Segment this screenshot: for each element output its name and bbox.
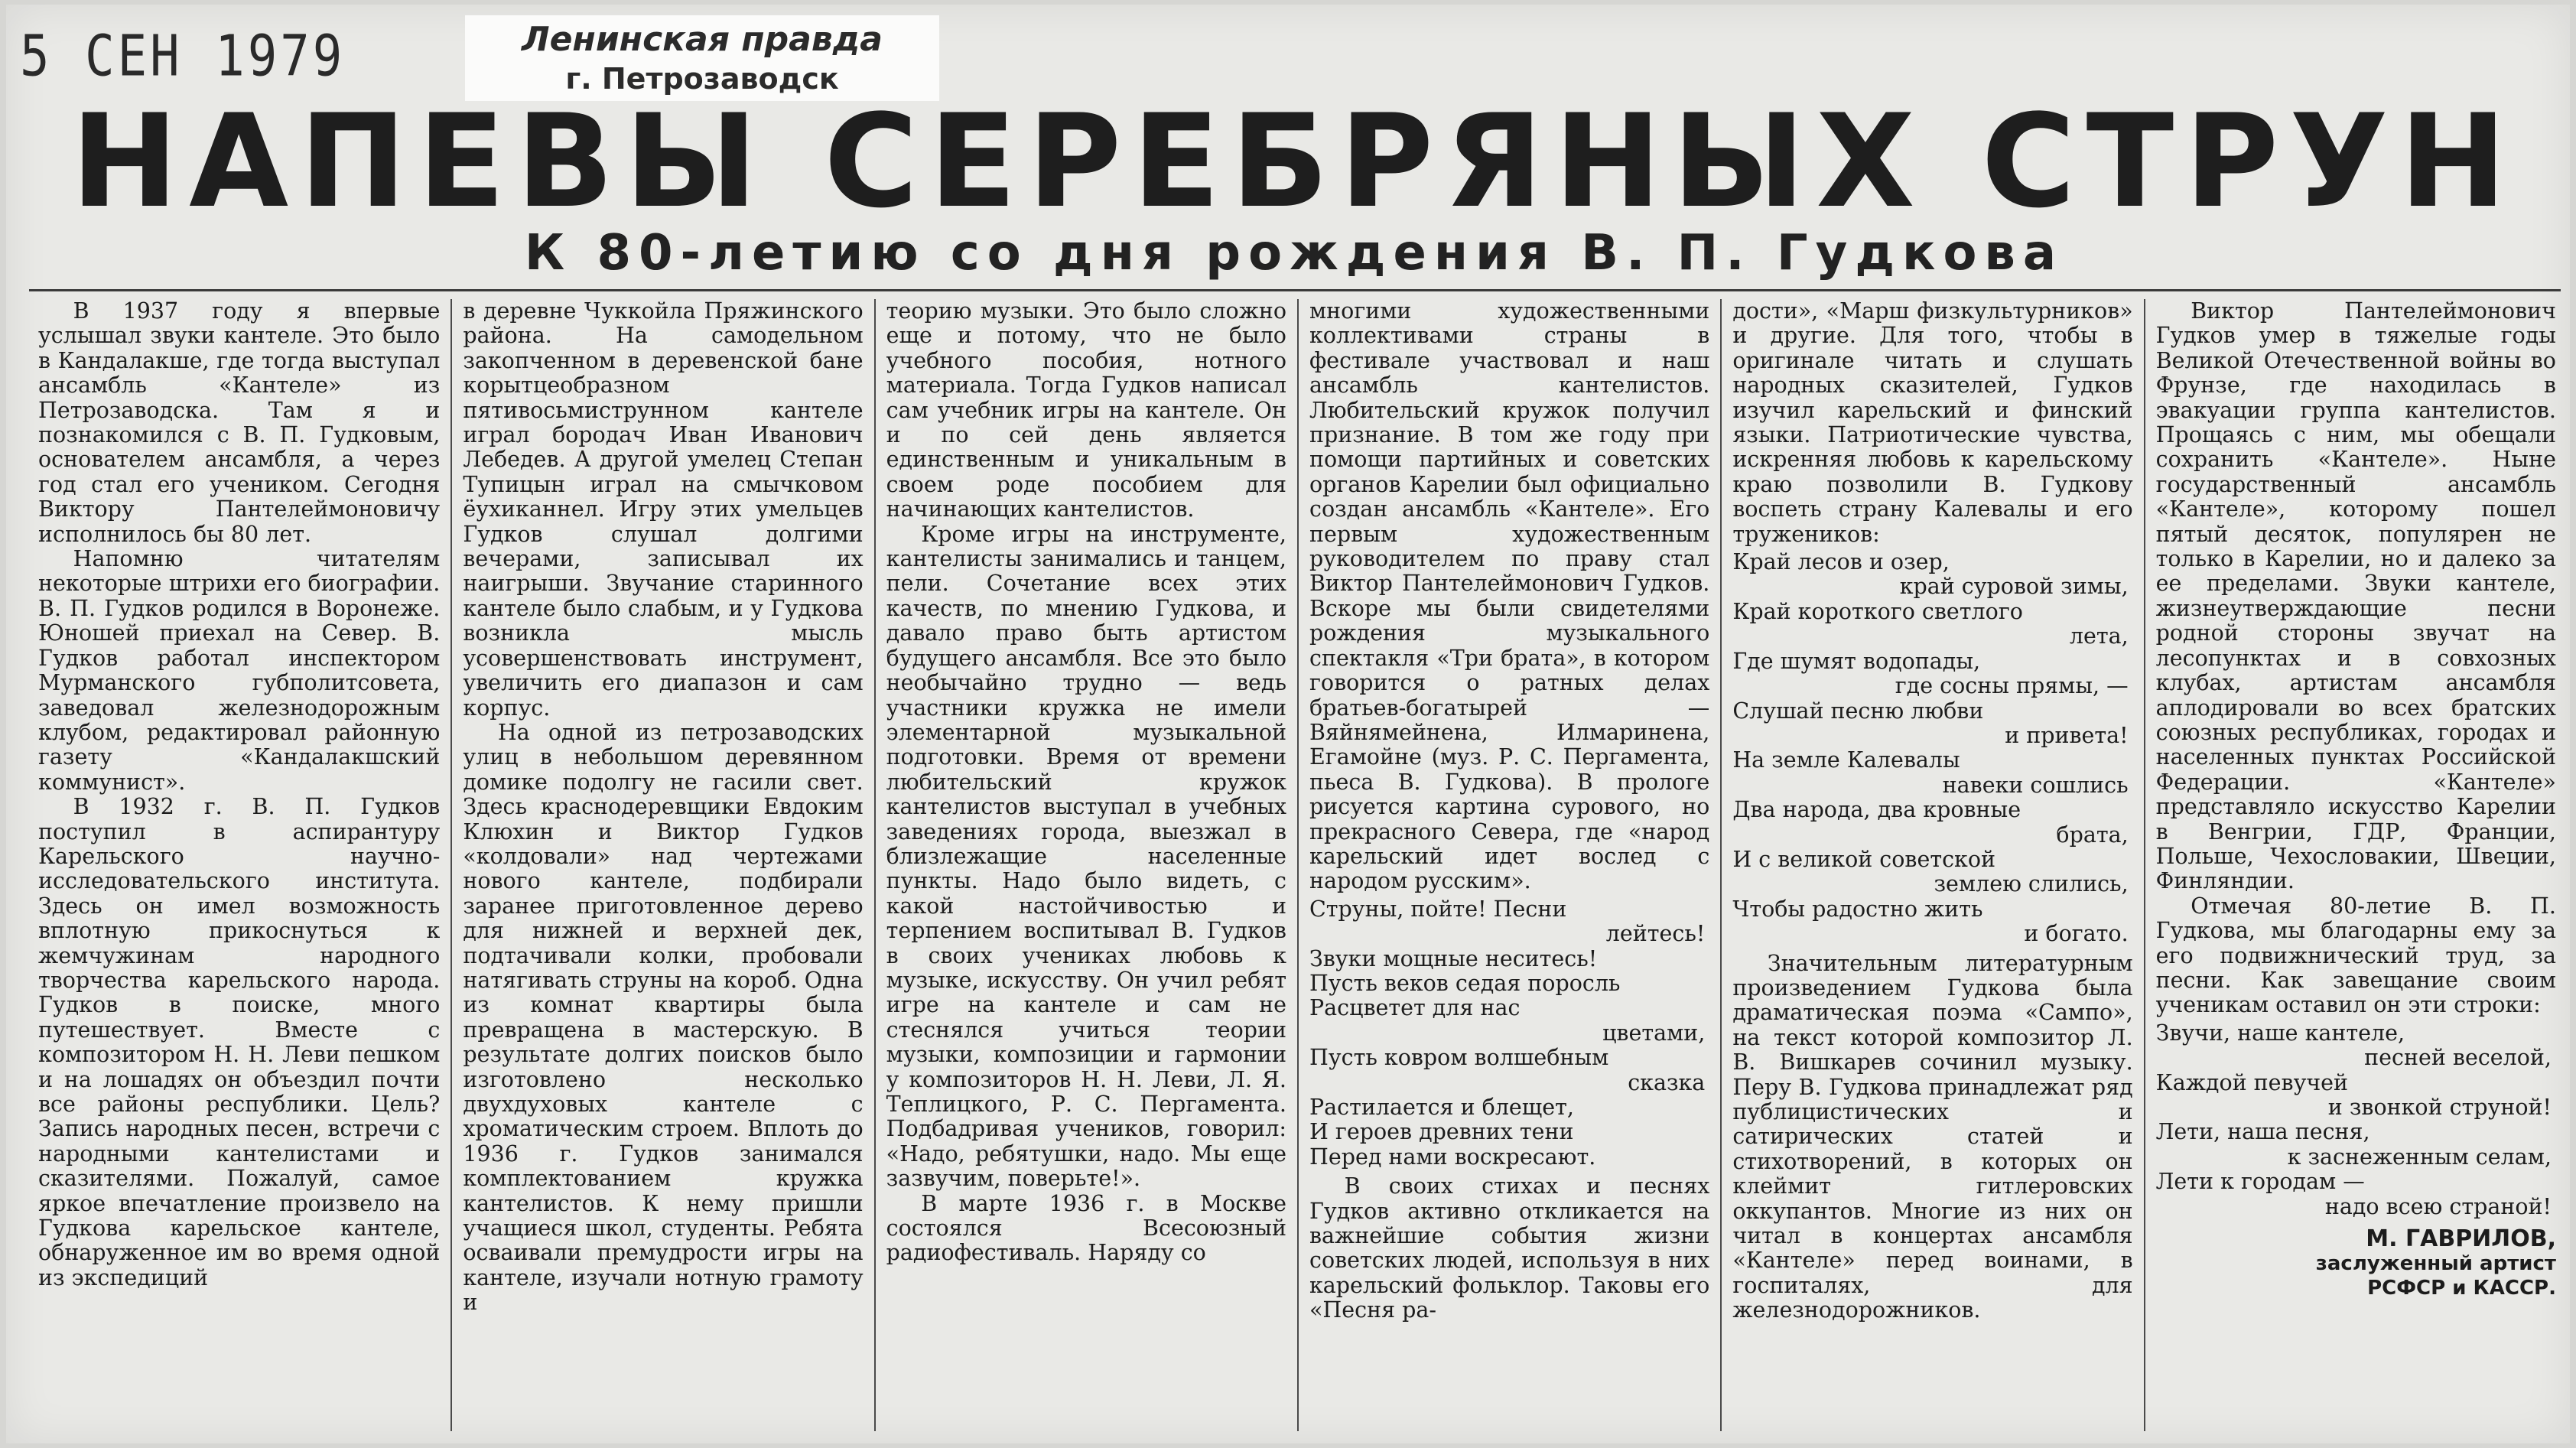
paragraph: В 1932 г. В. П. Гудков поступил в аспирантуру Карельского научно-исследовательского института. Здесь он имел возможность вплотную прикоснуться к жемчужинам народного творчества карельского народа. Гудков в поиске, много путешествует. Вместе с композитором Н. Н. Леви пешком и на лошадях он объездил почти все районы республики. Цель? Запись народных песен, встречи с народными кантелистами и сказителями. Пожалуй, самое яркое впечатление произвело на Гудкова карельское кантеле, обнаруженное им во время одной из экспедиций: [38, 794, 441, 1290]
newspaper-name: Ленинская правда: [522, 20, 883, 59]
poem-line: Расцветет для нас: [1309, 995, 1521, 1021]
paragraph: Виктор Пантелеймонович Гудков умер в тяжелые годы Великой Отечественной войны во Фрунзе, где находилась в эвакуации группа кантелистов. Прощаясь с ним, мы обещали сохранить «Кантеле». Ныне государственный ансамбль «Кантеле», которому пошел пятый десяток, популярен не только в Карелии, но и далеко за ее пределами. Звуки кантеле, жизнеутверждающие песни родной стороны звучат на лесопунктах и в совхозных клубах, артистам ансамбля аплодировали во всех братских союзных республиках, городах и населенных пунктах Российской Федерации. «Кантеле» представляло искусство Карелии в Венгрии, ГДР, Франции, Польше, Чехословакии, Швеции, Финляндии.: [2155, 299, 2556, 894]
paragraph: дости», «Марш физкультурников» и другие. Для того, чтобы в оригинале читать и слушать народных сказителей, Гудков изучил карельский и финский языки. Патриотические чувства, искренняя любовь к карельскому краю позволили В. Гудкову воспеть страну Калевалы и его тружеников:: [1732, 299, 2133, 547]
poem-line: Пусть ковром волшебным: [1309, 1045, 1609, 1071]
poem-line: Слушай песню любви: [1732, 698, 1984, 724]
poem-line-end: надо всею страной!: [2324, 1193, 2552, 1219]
poem-line-end: сказка: [1628, 1069, 1706, 1095]
author-name: М. ГАВРИЛОВ,: [2366, 1225, 2556, 1253]
paragraph: В своих стихах и песнях Гудков активно откликается на важнейшие события жизни советских людей, используя в них карельский фольклор. Таковы его «Песня ра-: [1309, 1173, 1710, 1323]
paragraph: многими художественными коллективами страны в фестивале участвовал и наш ансамбль кантелистов. Любительский кружок получил признание. В том же году при помощи партийных и советских органов Карелии был официально создан ансамбль «Кантеле». Его первым художественным руководителем по праву стал Виктор Пантелеймонович Гудков. Вскоре мы были свидетелями рождения музыкального спектакля «Три брата», в котором говорится о ратных делах братьев-богатырей — Вяйнямейнена, Илмаринена, Егамойне (муз. Р. С. Пергамента, пьеса В. Гудкова). В прологе рисуется картина сурового, но прекрасного Севера, где «народ карельский идет вослед с народом русским».: [1309, 299, 1710, 894]
paragraph: В марте 1936 г. в Москве состоялся Всесоюзный радиофестиваль. Наряду со: [886, 1190, 1286, 1266]
paragraph: теорию музыки. Это было сложно еще и потому, что не было учебного пособия, нотного материала. Тогда Гудков написал сам учебник игры на кантеле. Он и по сей день является единственным и уникальным в своем роде пособием для начинающих кантелистов.: [886, 299, 1286, 522]
poem-line-end: и звонкой струной!: [2327, 1095, 2552, 1120]
header-divider: [29, 289, 2561, 291]
poem-line: Звуки мощные неситесь!: [1309, 945, 1598, 971]
article-subheadline: К 80-летию со дня рождения В. П. Гудкова: [524, 225, 2064, 281]
newspaper-city: г. Петрозаводск: [565, 62, 839, 96]
poem-line: Струны, пойте! Песни: [1309, 896, 1567, 922]
paragraph: в деревне Чуккойла Пряжинского района. На самодельном закопченном в деревенской бане корытцеобразном пятивосьмиструнном кантеле играл бородач Иван Иванович Лебедев. А другой умелец Степан Тупицын играл на смычковом ёухиканнел. Игру этих умельцев Гудков слушал долгими вечерами, записывал их наигрыши. Звучание старинного кантеле было слабым, и у Гудкова возникла мысль усовершенствовать инструмент, увеличить его диапазон и сам корпус.: [463, 299, 864, 721]
poem-line-end: и привета!: [2005, 722, 2129, 748]
poem-line-end: лета,: [2069, 623, 2129, 649]
paragraph: Отмечая 80-летие В. П. Гудкова, мы благодарны ему за его подвижнический труд, за песни. Как завещание своим ученикам оставил он эти строки:: [2155, 893, 2556, 1018]
author-title: РСФСР и КАССР.: [2367, 1277, 2556, 1300]
poem-line: Лети к городам —: [2155, 1169, 2365, 1195]
author-signature: [2156, 1227, 2556, 1300]
poem-line: Перед нами воскресают.: [1309, 1144, 1596, 1170]
poem-line: И с великой советской: [1732, 846, 1996, 872]
column-4: [1297, 299, 1720, 1431]
paragraph: В 1937 году я впервые услышал звуки кантеле. Это было в Кандалакше, где тогда выступал ансамбль «Кантеле» из Петрозаводска. Там я и познакомился с В. П. Гудковым, основателем ансамбля, а через год стал его учеником. Сегодня Виктору Пантелеймоновичу исполнилось бы 80 лет.: [38, 299, 441, 547]
poem-line: Край лесов и озер,: [1732, 549, 1950, 575]
poem-line: И героев древних тени: [1309, 1119, 1574, 1145]
poem-line-end: песней веселой,: [2364, 1045, 2552, 1071]
poem-stanza: [2156, 1021, 2556, 1219]
poem-line: Растилается и блещет,: [1309, 1095, 1574, 1120]
column-1: [28, 299, 450, 1431]
author-title: заслуженный артист: [2315, 1252, 2556, 1276]
article-headline: НАПЕВЫ СЕРЕБРЯНЫХ СТРУН: [70, 86, 2518, 236]
column-6: [2144, 299, 2567, 1431]
paragraph: Кроме игры на инструменте, кантелисты занимались и танцем, пели. Сочетание всех этих качеств, по мнению Гудкова, и давало право быть артистом будущего ансамбля. Все это было необычайно трудно — ведь участники кружка не имели элементарной музыкальной подготовки. Время от времени любительский кружок кантелистов выступал в учебных заведениях города, выезжал в близлежащие населенные пункты. Надо было видеть, с какой настойчивостью и терпением воспитывал В. Гудков в своих учениках любовь к музыке, искусству. Он учил ребят игре на кантеле и сам не стеснялся учиться теории музыки, композиции и гармонии у композиторов Н. Н. Леви, Л. Я. Теплицкого, Р. С. Пергамента. Подбадривая учеников, говорил: «Надо, ребятушки, надо. Мы еще зазвучим, поверьте!».: [886, 521, 1286, 1192]
poem-line: Звучи, наше кантеле,: [2155, 1020, 2405, 1046]
column-2: [450, 299, 873, 1431]
poem-line: Где шумят водопады,: [1732, 648, 1981, 674]
poem-line-end: к заснеженным селам,: [2287, 1144, 2552, 1170]
poem-line-end: брата,: [2056, 822, 2129, 848]
poem-line: Каждой певучей: [2155, 1069, 2349, 1095]
poem-line: Край короткого светлого: [1732, 598, 2023, 624]
poem-stanza: [1732, 550, 2132, 947]
poem-line-end: цветами,: [1602, 1020, 1706, 1046]
poem-stanza: [1309, 897, 1709, 1170]
poem-line: Пусть веков седая поросль: [1309, 970, 1621, 996]
poem-line: Чтобы радостно жить: [1732, 896, 1983, 922]
poem-line-end: край суровой зимы,: [1899, 574, 2129, 600]
poem-line-end: и богато.: [2024, 921, 2129, 947]
poem-line-end: где сосны прямы, —: [1895, 673, 2129, 699]
poem-line-end: лейтесь!: [1605, 921, 1706, 947]
poem-line: На земле Калевалы: [1732, 747, 1960, 773]
article-body: [28, 299, 2567, 1431]
poem-line-end: навеки сошлись: [1942, 772, 2129, 798]
column-5: [1720, 299, 2143, 1431]
poem-line: Два народа, два кровные: [1732, 797, 2021, 823]
newspaper-clipping: [6, 5, 2570, 1443]
paragraph: Напомню читателям некоторые штрихи его биографии. В. П. Гудков родился в Воронеже. Юношей приехал на Север. В. Гудков работал инспектором Мурманского губполитсовета, заведовал железнодорожным клубом, редактировал районную газету «Кандалакшский коммунист».: [38, 546, 441, 795]
poem-line: Лети, наша песня,: [2155, 1119, 2370, 1145]
paragraph: На одной из петрозаводских улиц в небольшом деревянном домике подолгу не гасили свет. Здесь краснодеревщики Евдоким Клюхин и Виктор Гудков «колдовали» над чертежами нового кантеле, подбирали заранее приготовленное дерево для нижней и верхней дек, подтачивали колки, пробовали натягивать струны на короб. Одна из комнат квартиры была превращена в мастерскую. В результате долгих поисков было изготовлено несколько двухдуховых кантеле с хроматическим строем. Вплоть до 1936 г. Гудков занимался комплектованием кружка кантелистов. К нему пришли учащиеся школ, студенты. Ребята осваивали премудрости игры на кантеле, изучали нотную грамоту и: [463, 719, 864, 1316]
date-stamp: 5 СЕН 1979: [20, 24, 346, 90]
column-3: [874, 299, 1297, 1431]
paragraph: Значительным литературным произведением Гудкова была драматическая поэма «Сампо», на текст которой композитор Л. В. Вишкарев сочинил музыку. Перу В. Гудкова принадлежат ряд публицистических и сатирических статей и стихотворений, в которых он клеймит гитлеровских оккупантов. Многие из них он читал в концертах ансамбля «Кантеле» перед воинами, в госпиталях, для железнодорожников.: [1732, 950, 2133, 1323]
poem-line-end: землею слились,: [1934, 871, 2129, 897]
